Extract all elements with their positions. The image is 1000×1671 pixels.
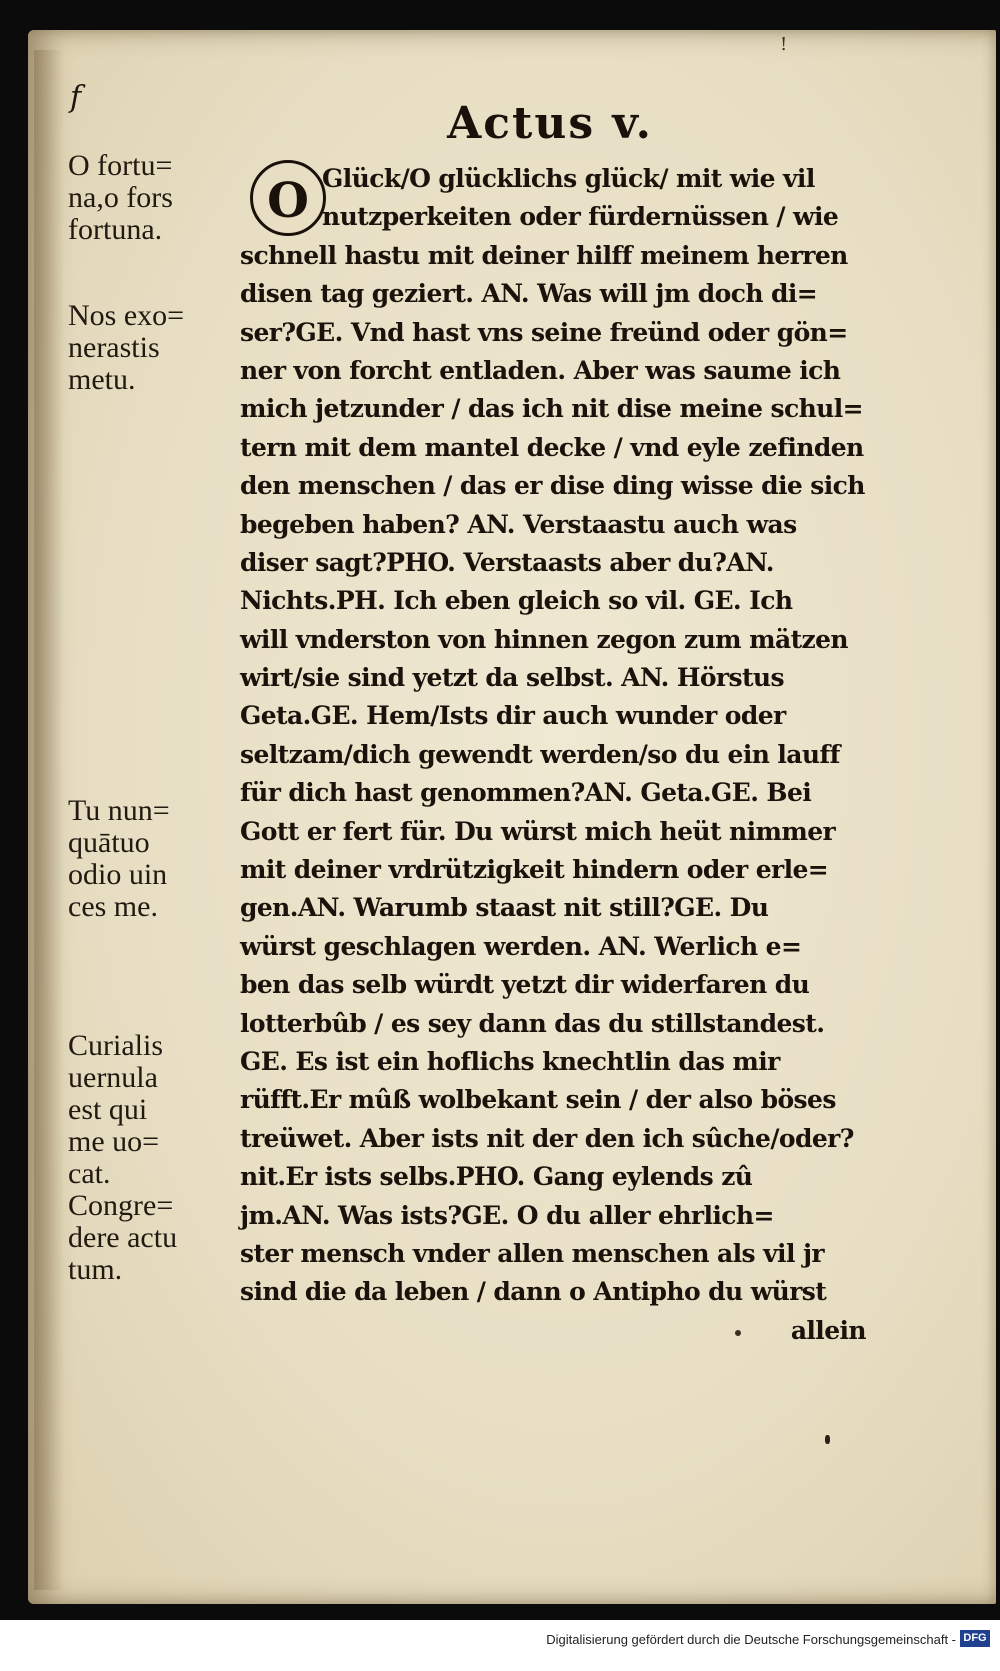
text-line: den menschen / das er dise ding wisse die sich xyxy=(240,471,865,501)
text-line: wirt/sie sind yetzt da selbst. AN. Hörstus xyxy=(240,663,784,693)
text-line: ster mensch vnder allen menschen als vil jr xyxy=(240,1238,824,1268)
marginal-note-2 xyxy=(68,300,243,396)
marginal-line: Congre= xyxy=(68,1189,174,1222)
text-line: nit.Er ists selbs.PHO. Gang eylends zû xyxy=(240,1162,753,1192)
text-line: mich jetzunder / das ich nit dise meine schul= xyxy=(240,394,863,424)
text-line: treüwet. Aber ists nit der den ich sûche/oder? xyxy=(240,1123,854,1153)
marginal-line: tum. xyxy=(68,1253,123,1286)
text-line: Gott er fert für. Du würst mich heüt nimmer xyxy=(240,816,836,846)
body-text xyxy=(240,160,880,1350)
marginal-line: fortuna. xyxy=(68,213,163,246)
text-line: jm.AN. Was ists?GE. O du aller ehrlich= xyxy=(240,1200,774,1230)
text-line: gen.AN. Warumb staast nit still?GE. Du xyxy=(240,893,769,923)
marginal-line: metu. xyxy=(68,363,136,396)
decorated-initial: O xyxy=(250,160,326,236)
funding-credit: Digitalisierung gefördert durch die Deutsche Forschungsgemeinschaft - xyxy=(546,1632,956,1647)
marginal-note-4 xyxy=(68,1030,243,1286)
text-line: disen tag geziert. AN. Was will jm doch di= xyxy=(240,279,818,309)
text-line: rüfft.Er mûß wolbekant sein / der also böses xyxy=(240,1085,836,1115)
folio-mark: f xyxy=(70,80,82,115)
footer-bar xyxy=(0,1620,1000,1671)
text-line: Geta.GE. Hem/Ists dir auch wunder oder xyxy=(240,701,786,731)
text-line: mit deiner vrdrützigkeit hindern oder erle= xyxy=(240,855,829,885)
text-line: GE. Es ist ein hoflichs knechtlin das mir xyxy=(240,1046,780,1076)
text-line: sind die da leben / dann o Antipho du würst xyxy=(240,1277,827,1307)
running-head: Actus v. xyxy=(447,98,653,149)
text-line: für dich hast genommen?AN. Geta.GE. Bei xyxy=(240,778,812,808)
text-line: seltzam/dich gewendt werden/so du ein lauff xyxy=(240,739,840,769)
signature-mark: ! xyxy=(780,34,788,55)
marginal-note-3 xyxy=(68,795,243,923)
text-line: nutzperkeiten oder fürdernüssen / wie xyxy=(322,202,839,232)
marginal-line: Curialis xyxy=(68,1029,163,1062)
marginal-line: cat. xyxy=(68,1157,111,1190)
ink-speck xyxy=(735,1330,741,1336)
marginal-line: ces me. xyxy=(68,890,158,923)
marginal-line: est qui xyxy=(68,1093,148,1126)
text-line: schnell hastu mit deiner hilff meinem herren xyxy=(240,240,848,270)
marginal-line: Tu nun= xyxy=(68,794,170,827)
text-line: ser?GE. Vnd hast vns seine freünd oder gön= xyxy=(240,317,848,347)
dfg-logo-icon: DFG xyxy=(960,1630,990,1647)
text-line: Nichts.PH. Ich eben gleich so vil. GE. Ich xyxy=(240,586,793,616)
marginal-line: odio uin xyxy=(68,858,168,891)
catchword: allein xyxy=(790,1315,866,1345)
marginal-line: dere actu xyxy=(68,1221,178,1254)
text-line: ner von forcht entladen. Aber was saume ich xyxy=(240,355,841,385)
marginal-line: nerastis xyxy=(68,331,160,364)
ink-speck xyxy=(825,1435,830,1444)
marginal-line: na,o fors xyxy=(68,181,173,214)
marginal-line: quātuo xyxy=(68,826,150,859)
text-line: Glück/O glücklichs glück/ mit wie vil xyxy=(322,164,815,193)
text-line: würst geschlagen werden. AN. Werlich e= xyxy=(240,931,802,961)
marginal-note-1 xyxy=(68,150,243,246)
gutter-stain xyxy=(34,50,64,1590)
marginal-line: me uo= xyxy=(68,1125,160,1158)
text-line: begeben haben? AN. Verstaastu auch was xyxy=(240,509,797,539)
text-line: diser sagt?PHO. Verstaasts aber du?AN. xyxy=(240,547,774,577)
marginal-line: uernula xyxy=(68,1061,158,1094)
marginal-line: Nos exo= xyxy=(68,299,185,332)
text-line: will vnderston von hinnen zegon zum mätzen xyxy=(240,624,848,654)
text-line: ben das selb würdt yetzt dir widerfaren du xyxy=(240,970,810,1000)
text-line: tern mit dem mantel decke / vnd eyle zefinden xyxy=(240,432,864,462)
marginal-line: O fortu= xyxy=(68,149,173,182)
text-line: lotterbûb / es sey dann das du stillstandest. xyxy=(240,1008,825,1038)
